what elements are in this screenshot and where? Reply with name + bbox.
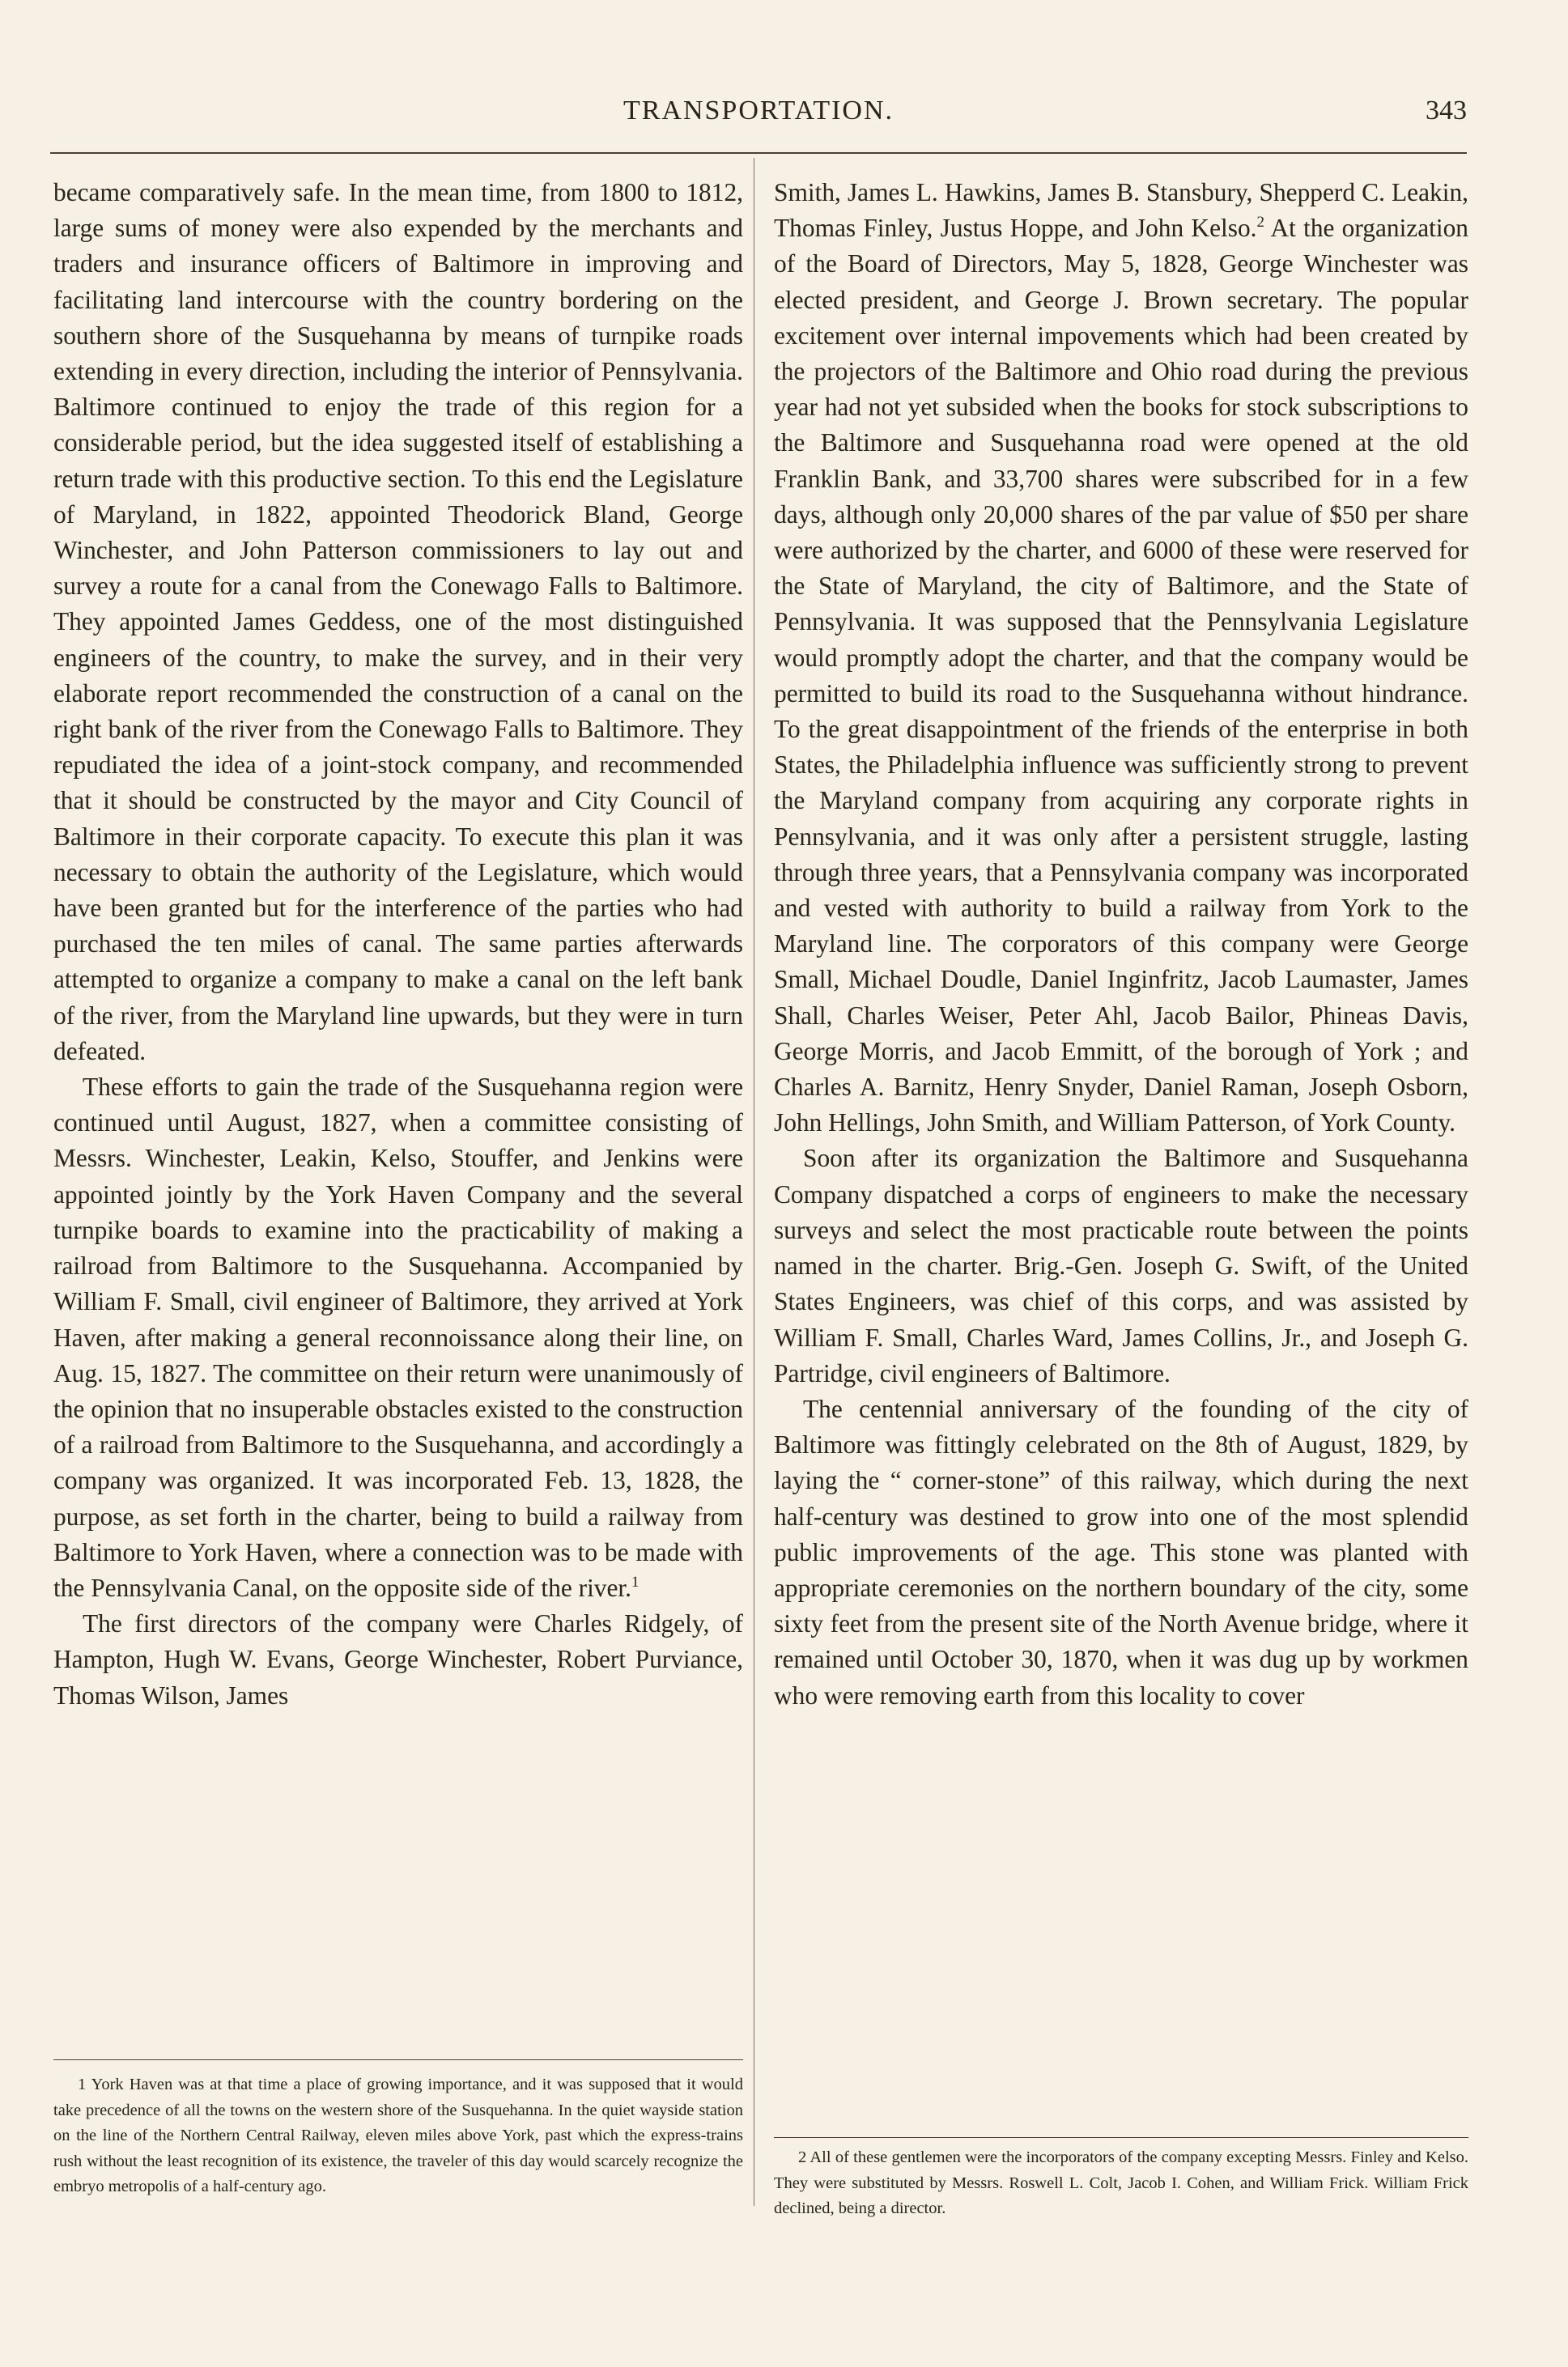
footnote-rule	[53, 2059, 743, 2060]
paragraph-text: At the organization of the Board of Directors, May 5, 1828, George Winchester was elected president, and George J. Brown secretary. The popular excitement over internal impovements which had been created by the projectors of the Baltimore and Ohio road during the previous year had not yet subsided when the books for stock subscriptions to the Baltimore and Susquehanna road were opened at the old Franklin Bank, and 33,700 shares were subscribed for in a few days, although only 20,000 shares of the par value of $50 per share were authorized by the charter, and 6000 of these were reserved for the State of Maryland, the city of Baltimore, and the State of Pennsylvania. It was supposed that the Pennsylvania Legislature would promptly adopt the charter, and that the company would be permitted to build its road to the Susquehanna without hindrance. To the great disappointment of the friends of the enterprise in both States, the Philadelphia influence was sufficiently strong to prevent the Maryland company from acquiring any corporate rights in Pennsylvania, and it was only after a persistent struggle, lasting through three years, that a Pennsylvania company was incorporated and vested with authority to build a railway from York to the Maryland line. The corporators of this company were George Small, Michael Doudle, Daniel Inginfritz, Jacob Laumaster, James Shall, Charles Weiser, Peter Ahl, Jacob Bailor, Phineas Davis, George Morris, and Jacob Emmitt, of the borough of York ; and Charles A. Barnitz, Henry Snyder, Daniel Raman, Joseph Osborn, John Hellings, John Smith, and William Patterson, of York County.	[774, 214, 1468, 1137]
header-rule	[50, 152, 1467, 154]
paragraph: became comparatively safe. In the mean time, from 1800 to 1812, large sums of money were also expended by the merchants and traders and insurance officers of Baltimore in improving and facilitating land intercourse with the country bordering on the southern shore of the Susquehanna by means of turnpike roads extending in every direction, including the interior of Pennsylvania. Baltimore continued to enjoy the trade of this region for a considerable period, but the idea suggested itself of establishing a return trade with this productive section. To this end the Legislature of Maryland, in 1822, appointed Theodorick Bland, George Winchester, and John Patterson commissioners to lay out and survey a route for a canal from the Conewago Falls to Baltimore. They appointed James Geddess, one of the most distinguished engineers of the country, to make the survey, and in their very elaborate report recommended the construction of a canal on the right bank of the river from the Conewago Falls to Baltimore. They repudiated the idea of a joint-stock company, and recommended that it should be constructed by the mayor and City Council of Baltimore in their corporate capacity. To execute this plan it was necessary to obtain the authority of the Legislature, which would have been granted but for the interference of the parties who had purchased the ten miles of canal. The same parties afterwards attempted to organize a company to make a canal on the left bank of the river, from the Maryland line upwards, but they were in turn defeated.	[53, 178, 743, 1065]
right-column	[774, 175, 1468, 1714]
paragraph	[53, 1069, 743, 1606]
footnote-marker: 2	[1256, 214, 1264, 232]
left-column	[53, 175, 743, 1714]
paragraph: Soon after its organization the Baltimore and Susquehanna Company dispatched a corps of engineers to make the necessary surveys and select the most practicable route between the points named in the charter. Brig.-Gen. Joseph G. Swift, of the United States Engineers, was chief of this corps, and was assisted by William F. Small, Charles Ward, James Collins, Jr., and Joseph G. Partridge, civil engineers of Baltimore.	[774, 1144, 1468, 1387]
paragraph-text: These efforts to gain the trade of the Susquehanna region were continued until August, 1827, when a committee consisting of Messrs. Winchester, Leakin, Kelso, Stouffer, and Jenkins were appointed jointly by the York Haven Company and the several turnpike boards to examine into the practicability of making a railroad from Baltimore to the Susquehanna. Accompanied by William F. Small, civil engineer of Baltimore, they arrived at York Haven, after making a general reconnoissance along their line, on Aug. 15, 1827. The committee on their return were unanimously of the opinion that no insuperable obstacles existed to the construction of a railroad from Baltimore to the Susquehanna, and accordingly a company was organized. It was incorporated Feb. 13, 1828, the purpose, as set forth in the charter, being to build a railway from Baltimore to York Haven, where a connection was to be made with the Pennsylvania Canal, on the opposite side of the river.	[53, 1073, 743, 1602]
paragraph: The centennial anniversary of the founding of the city of Baltimore was fittingly celebrated on the 8th of August, 1829, by laying the “ corner-stone” of this railway, which during the next half-century was destined to grow into one of the most splendid public improvements of the age. This stone was planted with appropriate ceremonies on the northern boundary of the city, some sixty feet from the present site of the North Avenue bridge, where it remained until October 30, 1870, when it was dug up by workmen who were removing earth from this locality to cover	[774, 1394, 1468, 1710]
paragraph	[774, 175, 1468, 1141]
running-head	[50, 91, 1467, 131]
paragraph: The first directors of the company were Charles Ridgely, of Hampton, Hugh W. Evans, George Winchester, Robert Purviance, Thomas Wilson, James	[53, 1609, 743, 1710]
footnote: 1 York Haven was at that time a place of growing importance, and it was supposed that it would take precedence of all the towns on the western shore of the Susquehanna. In the quiet wayside station on the line of the Northern Central Railway, eleven miles above York, past which the express-trains rush without the least recognition of its existence, the traveler of this day would scarcely recognize the embryo metropolis of a half-century ago.	[53, 2076, 743, 2195]
footnote: 2 All of these gentlemen were the incorporators of the company excepting Messrs. Finley and Kelso. They were substituted by Messrs. Roswell L. Colt, Jacob I. Cohen, and William Frick. William Frick declined, being a director.	[774, 2148, 1468, 2217]
footnote-rule	[774, 2137, 1468, 2138]
footnote-marker: 1	[631, 1573, 640, 1591]
paragraph-text: Smith, James L. Hawkins, James B. Stansbury, Shepperd C. Leakin, Thomas Finley, Justus Hoppe, and John Kelso.	[774, 178, 1468, 243]
page-number: 343	[1426, 96, 1467, 125]
page-title: TRANSPORTATION.	[623, 96, 894, 125]
